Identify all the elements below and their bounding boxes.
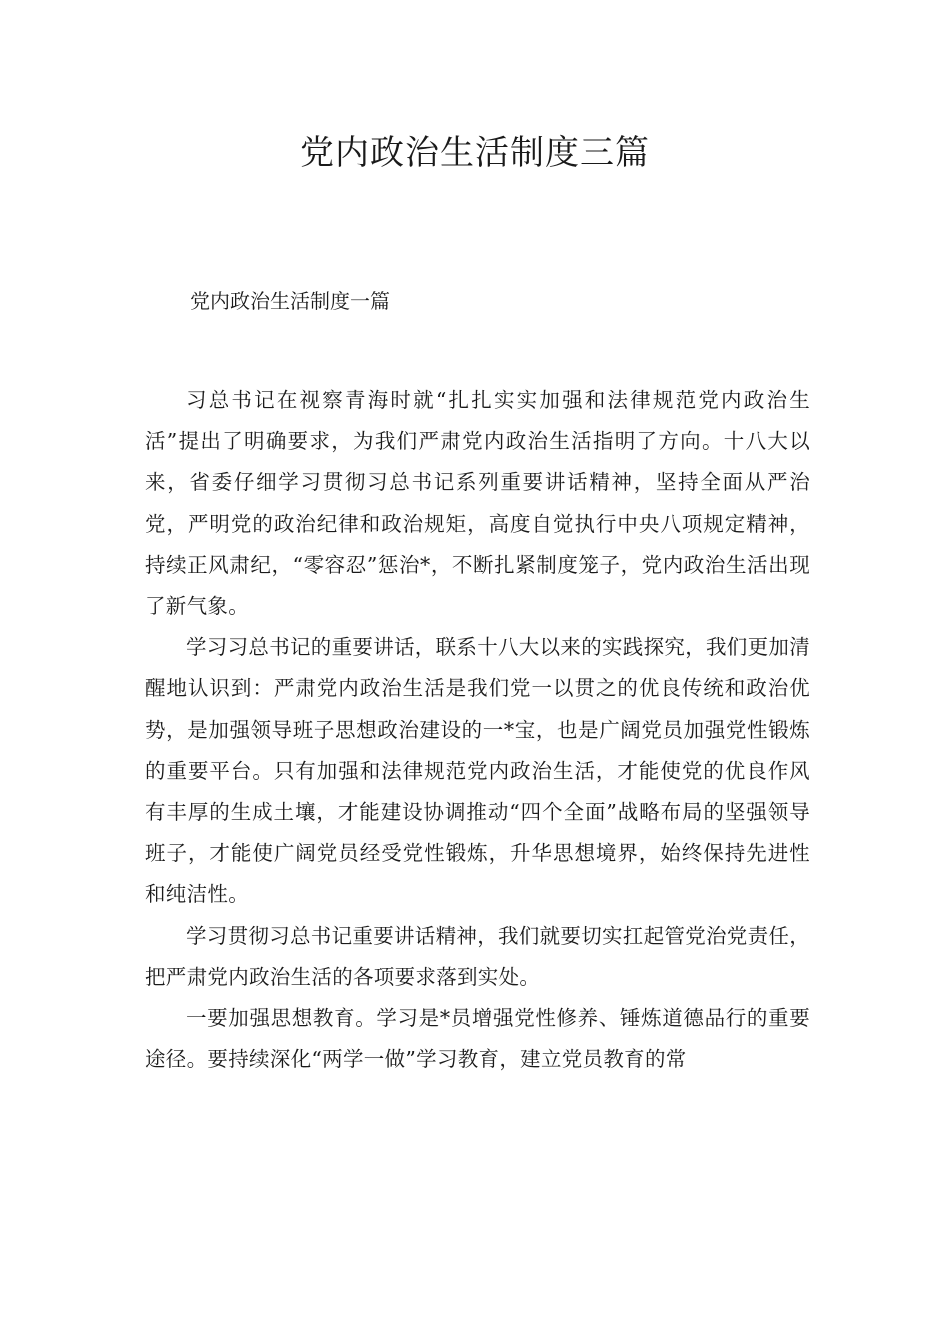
paragraph: 学习贯彻习总书记重要讲话精神，我们就要切实扛起管党治党责任，把严肃党内政治生活的各项要求落到实处。 — [145, 923, 810, 989]
section-title: 党内政治生活制度一篇 — [190, 289, 390, 313]
document-title: 党内政治生活制度三篇 — [300, 133, 650, 173]
paragraph: 学习习总书记的重要讲话，联系十八大以来的实践探究，我们更加清醒地认识到：严肃党内政治生活是我们党一以贯之的优良传统和政治优势，是加强领导班子思想政治建设的一*宝，也是广阔党员加强党性锻炼的重要平台。只有加强和法律规范党内政治生活，才能使党的优良作风有丰厚的生成土壤，才能建设协调推动“四个全面”战略布局的坚强领导班子，才能使广阔党员经受党性锻炼，升华思想境界，始终保持先进性和纯洁性。 — [145, 635, 810, 907]
document-body — [145, 380, 810, 1080]
paragraph: 习总书记在视察青海时就“扎扎实实加强和法律规范党内政治生活”提出了明确要求，为我们严肃党内政治生活指明了方向。十八大以来，省委仔细学习贯彻习总书记系列重要讲话精神，坚持全面从严治党，严明党的政治纪律和政治规矩，高度自觉执行中央八项规定精神，持续正风肃纪，“零容忍”惩治*，不断扎紧制度笼子，党内政治生活出现了新气象。 — [145, 388, 810, 619]
paragraph: 一要加强思想教育。学习是*员增强党性修养、锤炼道德品行的重要途径。要持续深化“两学一做”学习教育，建立党员教育的常 — [145, 1006, 810, 1072]
